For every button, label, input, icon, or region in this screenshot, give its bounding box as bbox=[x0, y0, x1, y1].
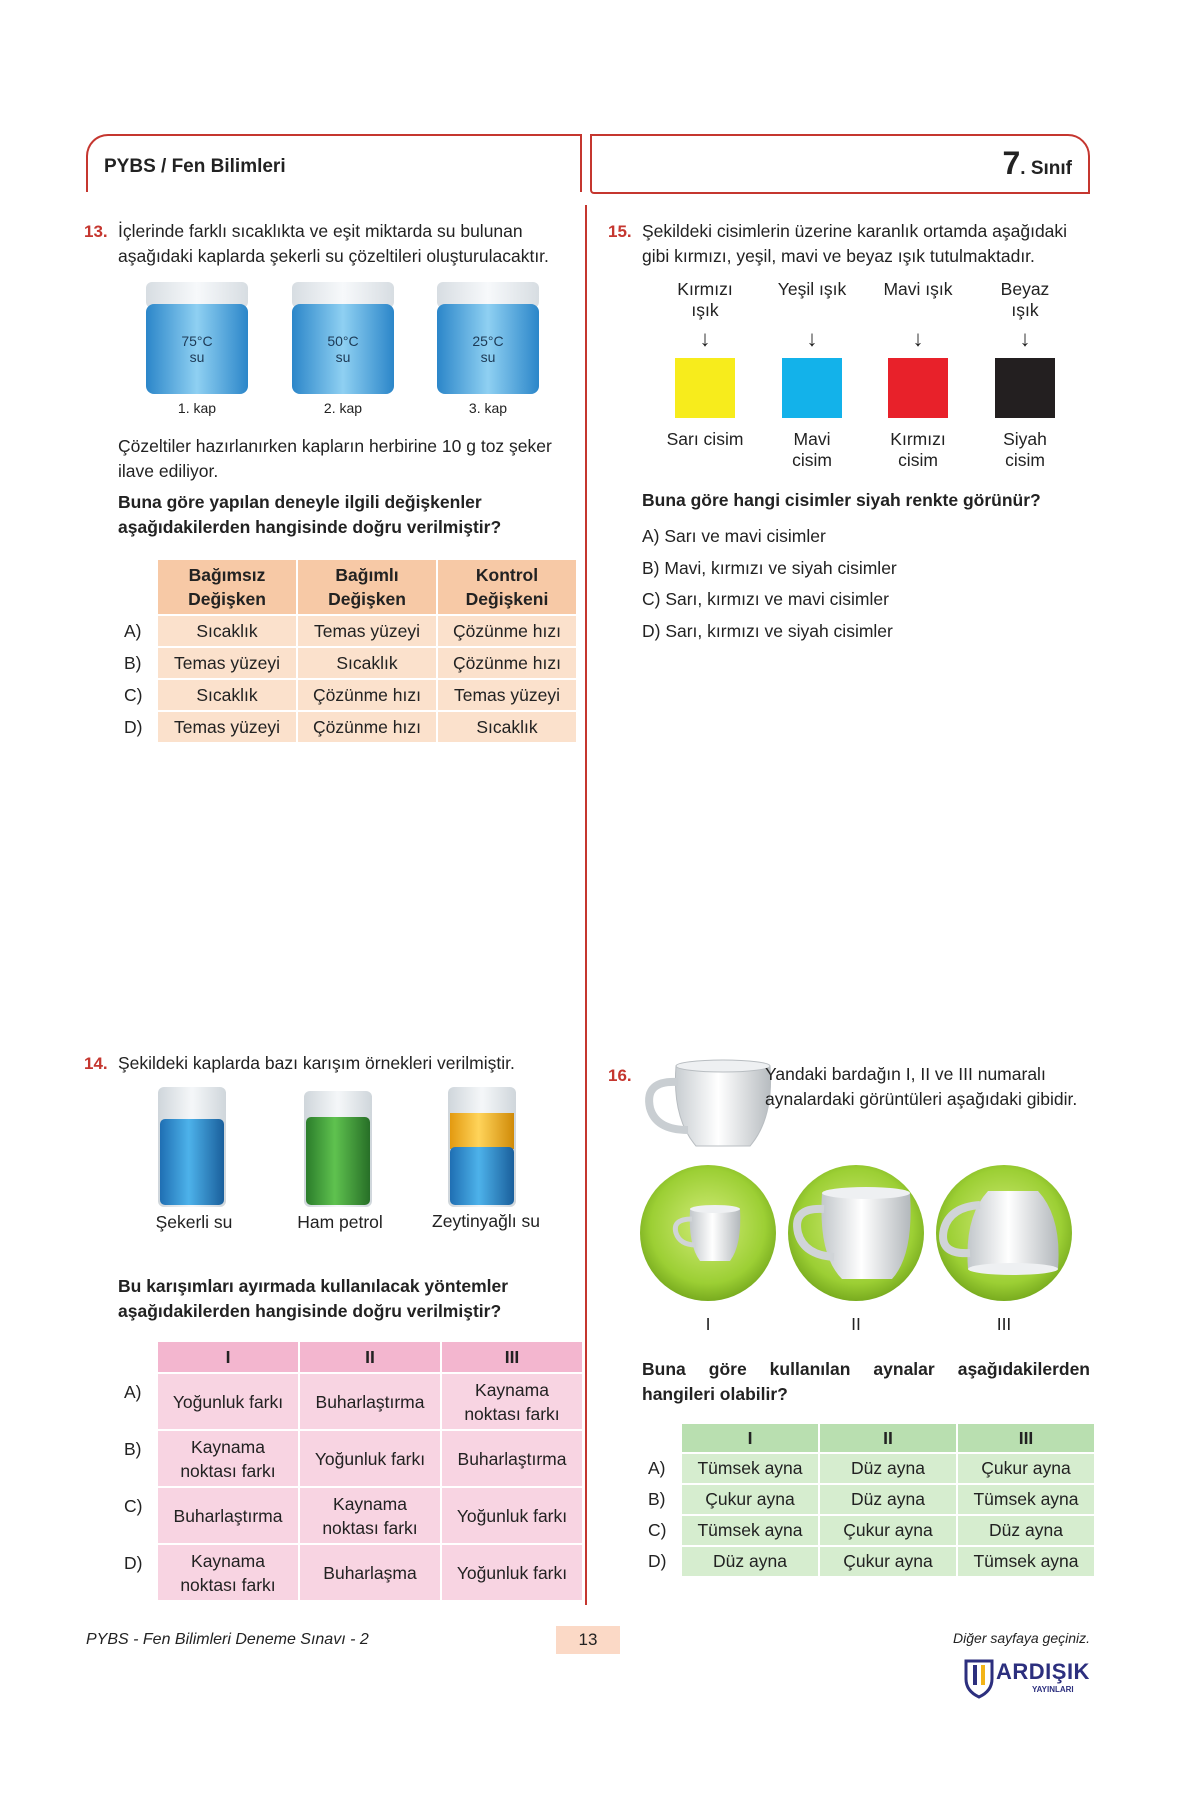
cell: Çukur ayna bbox=[820, 1516, 956, 1545]
object-blue-swatch bbox=[782, 358, 842, 418]
q14-option-a[interactable] bbox=[120, 1374, 582, 1429]
cell: Çözünme hızı bbox=[298, 712, 436, 742]
q16-option-b[interactable] bbox=[644, 1485, 1094, 1514]
q14-header-1: I bbox=[158, 1342, 298, 1372]
q14-option-d[interactable] bbox=[120, 1545, 582, 1600]
object-red-swatch bbox=[888, 358, 948, 418]
q13-option-a[interactable] bbox=[120, 616, 576, 646]
option-label: A) bbox=[124, 1382, 142, 1402]
cell: Yoğunluk farkı bbox=[300, 1431, 440, 1486]
beaker-sugar-water bbox=[158, 1087, 226, 1207]
q15-number: 15. bbox=[608, 222, 632, 241]
q16-number: 16. bbox=[608, 1066, 632, 1085]
cell: Temas yüzeyi bbox=[158, 712, 296, 742]
light-green-label: Yeşil ışık bbox=[777, 279, 847, 299]
light-white-label: Beyaz ışık bbox=[1000, 279, 1050, 320]
beaker-3-liquid: su bbox=[480, 349, 496, 365]
q16-header-1: I bbox=[682, 1424, 818, 1452]
mixture-beakers-figure bbox=[150, 1085, 550, 1210]
cell: Tümsek ayna bbox=[682, 1516, 818, 1545]
cell: Yoğunluk farkı bbox=[442, 1488, 582, 1543]
option-label: A) bbox=[648, 1458, 666, 1478]
object-red-label: Kırmızı cisim bbox=[890, 429, 946, 470]
q13-intro: İçlerinde farklı sıcaklıkta ve eşit miktarda su bulunan aşağıdaki kaplarda şekerli su çözeltileri oluşturulacaktır. bbox=[118, 221, 549, 266]
cell: Kaynama noktası farkı bbox=[158, 1545, 298, 1600]
q16-option-d[interactable] bbox=[644, 1547, 1094, 1576]
light-blue-label: Mavi ışık bbox=[883, 279, 953, 299]
cell: Sıcaklık bbox=[158, 680, 296, 710]
cell: Çözünme hızı bbox=[438, 648, 576, 678]
column-divider bbox=[585, 205, 587, 1605]
beaker-oil-water-label: Zeytinyağlı su bbox=[432, 1211, 540, 1231]
grade-number: 7 bbox=[1002, 145, 1021, 181]
beaker-2-caption: 2. kap bbox=[323, 400, 363, 416]
footer-next-page: Diğer sayfaya geçiniz. bbox=[953, 1630, 1090, 1646]
q14-options-table bbox=[118, 1340, 584, 1602]
cell: Düz ayna bbox=[820, 1485, 956, 1514]
q13-question: Buna göre yapılan deneyle ilgili değişkenler aşağıdakilerden hangisinde doğru verilmiştir? bbox=[118, 492, 502, 537]
grade-label: . Sınıf bbox=[1020, 158, 1072, 179]
cup-icon bbox=[638, 1058, 780, 1154]
option-label: D) bbox=[124, 716, 143, 737]
cell: Çözünme hızı bbox=[438, 616, 576, 646]
q13-option-b[interactable] bbox=[120, 648, 576, 678]
cell: Düz ayna bbox=[682, 1547, 818, 1576]
cell: Temas yüzeyi bbox=[438, 680, 576, 710]
beaker-3-temp: 25°C bbox=[472, 333, 504, 349]
arrow-down-icon: ↓ bbox=[699, 326, 711, 351]
object-blue-label: Mavi cisim bbox=[792, 429, 832, 470]
cell: Kaynama noktası farkı bbox=[158, 1431, 298, 1486]
q15-option-d[interactable]: D) Sarı, kırmızı ve siyah cisimler bbox=[642, 621, 893, 641]
option-label: C) bbox=[124, 1496, 143, 1516]
cell: Düz ayna bbox=[820, 1454, 956, 1483]
beaker-3-label bbox=[437, 333, 539, 365]
object-yellow-label: Sarı cisim bbox=[666, 429, 744, 449]
option-label: C) bbox=[648, 1520, 667, 1540]
cell: Temas yüzeyi bbox=[298, 616, 436, 646]
q14-option-b[interactable] bbox=[120, 1431, 582, 1486]
cell: Tümsek ayna bbox=[958, 1485, 1094, 1514]
q16-question: Buna göre kullanılan aynalar aşağıdakilerden hangileri olabilir? bbox=[642, 1359, 1090, 1404]
cell: Sıcaklık bbox=[298, 648, 436, 678]
beaker-sugar-water-label: Şekerli su bbox=[155, 1212, 233, 1232]
option-label: B) bbox=[124, 652, 142, 673]
beaker-1-caption: 1. kap bbox=[177, 400, 217, 416]
cell: Temas yüzeyi bbox=[158, 648, 296, 678]
footer-exam-title: PYBS - Fen Bilimleri Deneme Sınavı - 2 bbox=[86, 1631, 369, 1648]
cell: Buharlaştırma bbox=[442, 1431, 582, 1486]
light-red-label: Kırmızı ışık bbox=[677, 279, 733, 320]
cell: Düz ayna bbox=[958, 1516, 1094, 1545]
mirror-3-image bbox=[936, 1165, 1072, 1301]
beaker-1-label bbox=[146, 333, 248, 365]
q16-intro: Yandaki bardağın I, II ve III numaralı aynalardaki görüntüleri aşağıdaki gibidir. bbox=[765, 1064, 1078, 1109]
arrow-down-icon: ↓ bbox=[1019, 326, 1031, 351]
q15-option-a[interactable]: A) Sarı ve mavi cisimler bbox=[642, 526, 826, 546]
q14-intro: Şekildeki kaplarda bazı karışım örnekleri verilmiştir. bbox=[118, 1053, 515, 1073]
beaker-1-temp: 75°C bbox=[181, 333, 213, 349]
q13-info: Çözeltiler hazırlanırken kapların herbirine 10 g toz şeker ilave ediliyor. bbox=[118, 436, 552, 481]
q16-option-c[interactable] bbox=[644, 1516, 1094, 1545]
option-label: D) bbox=[648, 1551, 667, 1571]
q13-option-d[interactable] bbox=[120, 712, 576, 742]
cell: Yoğunluk farkı bbox=[158, 1374, 298, 1429]
object-black-swatch bbox=[995, 358, 1055, 418]
option-label: B) bbox=[648, 1489, 666, 1509]
beaker-oil-water bbox=[448, 1087, 516, 1207]
q16-mirrors bbox=[638, 1165, 1078, 1305]
cell: Kaynama noktası farkı bbox=[300, 1488, 440, 1543]
q14-header-2: II bbox=[300, 1342, 440, 1372]
cell: Yoğunluk farkı bbox=[442, 1545, 582, 1600]
header-subject: PYBS / Fen Bilimleri bbox=[104, 156, 286, 177]
cell: Çukur ayna bbox=[958, 1454, 1094, 1483]
mirror-2-label: II bbox=[851, 1314, 861, 1334]
beaker-2-label bbox=[292, 333, 394, 365]
logo-text: ARDIŞIK bbox=[996, 1659, 1090, 1684]
q16-header-3: III bbox=[958, 1424, 1094, 1452]
q13-options-table bbox=[118, 558, 578, 744]
mirror-1-label: I bbox=[705, 1314, 711, 1334]
q14-question: Bu karışımları ayırmada kullanılacak yöntemler aşağıdakilerden hangisinde doğru verilmiştir? bbox=[118, 1276, 509, 1321]
cell: Tümsek ayna bbox=[682, 1454, 818, 1483]
mirror-3-label: III bbox=[996, 1314, 1012, 1334]
q13-header-control: Kontrol Değişkeni bbox=[438, 560, 576, 614]
arrow-down-icon: ↓ bbox=[912, 326, 924, 351]
cell: Kaynama noktası farkı bbox=[442, 1374, 582, 1429]
page-number: 13 bbox=[556, 1626, 620, 1654]
cell: Buharlaşma bbox=[300, 1545, 440, 1600]
beaker-2-temp: 50°C bbox=[327, 333, 359, 349]
mirror-1-image bbox=[640, 1165, 776, 1301]
q13-number: 13. bbox=[84, 222, 108, 241]
option-label: D) bbox=[124, 1553, 143, 1573]
cell: Sıcaklık bbox=[158, 616, 296, 646]
cell: Buharlaştırma bbox=[158, 1488, 298, 1543]
shield-icon bbox=[962, 1657, 996, 1699]
option-label: B) bbox=[124, 1439, 142, 1459]
beaker-crude-oil bbox=[304, 1091, 372, 1207]
q14-option-c[interactable] bbox=[120, 1488, 582, 1543]
cell: Sıcaklık bbox=[438, 712, 576, 742]
q15-option-c[interactable]: C) Sarı, kırmızı ve mavi cisimler bbox=[642, 589, 889, 609]
q14-beakers bbox=[150, 1085, 550, 1210]
cell: Çözünme hızı bbox=[298, 680, 436, 710]
arrow-down-icon: ↓ bbox=[806, 326, 818, 351]
option-label: C) bbox=[124, 684, 143, 705]
cell: Çukur ayna bbox=[820, 1547, 956, 1576]
q14-number: 14. bbox=[84, 1054, 108, 1073]
q16-option-a[interactable] bbox=[644, 1454, 1094, 1483]
mirror-2-image bbox=[788, 1165, 924, 1301]
q15-option-b[interactable]: B) Mavi, kırmızı ve siyah cisimler bbox=[642, 558, 897, 578]
q15-question: Buna göre hangi cisimler siyah renkte görünür? bbox=[642, 490, 1041, 510]
publisher-logo bbox=[962, 1657, 1092, 1701]
q15-intro: Şekildeki cisimlerin üzerine karanlık ortamda aşağıdaki gibi kırmızı, yeşil, mavi ve beyaz ışık tutulmaktadır. bbox=[642, 221, 1068, 266]
q13-header-dependent: Bağımlı Değişken bbox=[298, 560, 436, 614]
q16-header-2: II bbox=[820, 1424, 956, 1452]
object-yellow-swatch bbox=[675, 358, 735, 418]
beaker-2-liquid: su bbox=[335, 349, 351, 365]
q13-header-independent: Bağımsız Değişken bbox=[158, 560, 296, 614]
logo-subtext: YAYINLARI bbox=[1032, 1685, 1074, 1694]
cell: Çukur ayna bbox=[682, 1485, 818, 1514]
q14-header-3: III bbox=[442, 1342, 582, 1372]
q16-options-table bbox=[642, 1422, 1096, 1578]
option-label: A) bbox=[124, 620, 142, 641]
beaker-1-liquid: su bbox=[189, 349, 205, 365]
beaker-3-caption: 3. kap bbox=[468, 400, 508, 416]
header-grade bbox=[1002, 145, 1072, 182]
beaker-crude-oil-label: Ham petrol bbox=[297, 1212, 383, 1232]
cell: Buharlaştırma bbox=[300, 1374, 440, 1429]
q13-option-c[interactable] bbox=[120, 680, 576, 710]
cell: Tümsek ayna bbox=[958, 1547, 1094, 1576]
object-black-label: Siyah cisim bbox=[1003, 429, 1047, 470]
